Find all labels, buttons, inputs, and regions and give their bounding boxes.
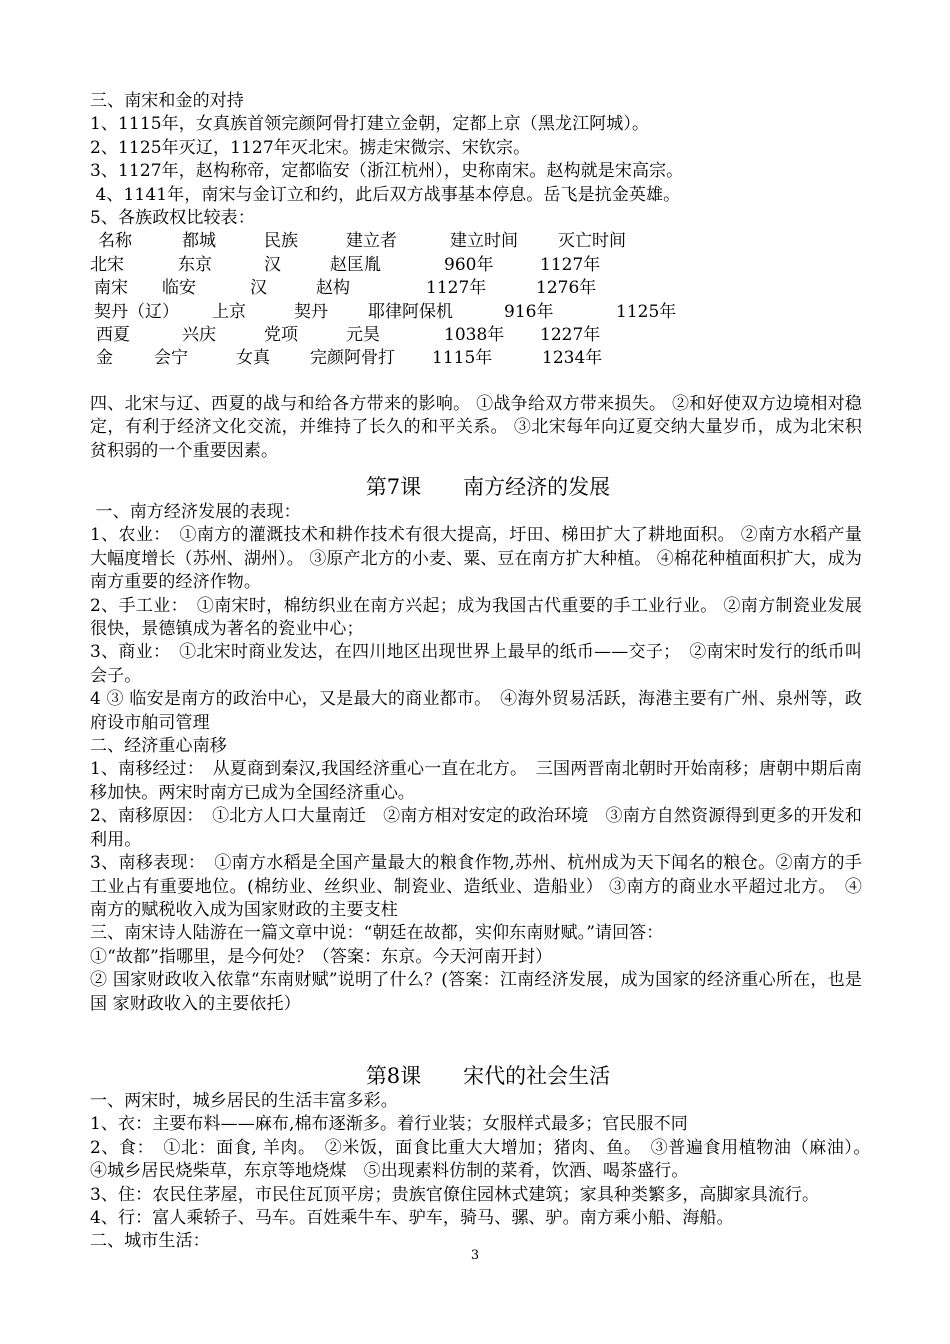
section-title: 三、南宋和金的对持 [90, 91, 244, 111]
table-row [90, 277, 862, 300]
paragraph-line: 二、经济重心南移 [90, 736, 227, 757]
regime-comparison-table [90, 230, 862, 370]
table-cell: 汉 [264, 254, 281, 275]
table-cell: 1127年 [426, 278, 487, 299]
table-header-cell: 名称 [98, 231, 132, 252]
table-row [90, 324, 862, 347]
table-header-cell: 建立时间 [450, 231, 518, 252]
table-cell: 赵构 [316, 278, 350, 299]
table-cell: 赵匡胤 [330, 254, 381, 275]
paragraph-line: 1、1115年，女真族首领完颜阿骨打建立金朝，定都上京（黑龙江阿城）。 [90, 114, 650, 135]
paragraph-line: 2、1125年灭辽，1127年灭北宋。掳走宋微宗、宋钦宗。 [90, 137, 531, 158]
table-cell: 1115年 [432, 348, 493, 369]
paragraph-line: 5、各族政权比较表： [90, 208, 255, 229]
paragraph: 2、手工业： ①南宋时，棉纺织业在南方兴起；成为我国古代重要的手工业行业。 ②南方制瓷业发展很快，景德镇成为著名的瓷业中心； [90, 595, 862, 640]
table-cell: 完颜阿骨打 [310, 348, 395, 369]
table-cell: 会宁 [154, 348, 188, 369]
table-cell: 1038年 [444, 325, 505, 345]
page-number: 3 [470, 1248, 480, 1263]
table-cell: 契丹 [294, 301, 328, 322]
table-cell: 1125年 [616, 301, 677, 322]
paragraph-line: 一、两宋时，城乡居民的生活丰富多彩。 [90, 1090, 398, 1111]
paragraph-line: 4、行：富人乘轿子、马车。百姓乘牛车、驴车，骑马、骡、驴。南方乘小船、海船。 [90, 1207, 734, 1228]
lesson-heading: 第8课 宋代的社会生活 [365, 1063, 611, 1088]
table-cell: 1276年 [536, 278, 597, 299]
table-header-cell: 都城 [182, 231, 216, 252]
table-cell: 金 [96, 348, 113, 369]
table-cell: 1127年 [540, 254, 601, 275]
paragraph-line: 三、南宋诗人陆游在一篇文章中说：“朝廷在故都，实仰东南财赋。”请回答： [90, 923, 664, 944]
table-cell: 党项 [264, 325, 298, 345]
table-cell: 1234年 [542, 348, 603, 369]
table-cell: 兴庆 [182, 325, 216, 345]
paragraph-line: 二、城市生活： [90, 1231, 210, 1252]
paragraph: 4 ③ 临安是南方的政治中心，又是最大的商业都市。 ④海外贸易活跃，海港主要有广州、泉州等，政府设市舶司管理 [90, 689, 862, 733]
table-cell: 东京 [178, 254, 212, 275]
paragraph: 3、住：农民住茅屋，市民住瓦顶平房；贵族官僚住园林式建筑；家具种类繁多，高脚家具流行。 [90, 1184, 820, 1205]
table-cell: 1227年 [540, 325, 601, 345]
table-cell: 上京 [212, 301, 246, 322]
table-cell: 临安 [162, 278, 196, 299]
paragraph-line: ①“故都”指哪里，是今何处？（答案：东京。今天河南开封） [90, 946, 553, 967]
table-cell: 耶律阿保机 [368, 301, 453, 322]
paragraph: ② 国家财政收入依靠“东南财赋”说明了什么？(答案：江南经济发展，成为国家的经济重心所在，也是国 家财政收入的主要依托） [90, 970, 862, 1014]
table-row [90, 301, 862, 324]
paragraph-line: 1、衣：主要布料——麻布,棉布逐渐多。着行业装；女服样式最多；官民服不同 [90, 1114, 688, 1135]
paragraph: 1、农业： ①南方的灌溉技术和耕作技术有很大提高，圩田、梯田扩大了耕地面积。 ②南方水稻产量大幅度增长（苏州、湖州）。 ③原产北方的小麦、粟、豆在南方扩大种植。 ④棉花种植面积扩大，成为南方重要的经济作物。 [90, 525, 863, 593]
paragraph-line: 3、1127年，赵构称帝，定都临安（浙江杭州），史称南宋。赵构就是宋高宗。 [90, 161, 684, 182]
table-row [90, 347, 862, 370]
table-header-row [90, 230, 862, 253]
table-row [90, 254, 862, 277]
paragraph: 1、南移经过： 从夏商到秦汉,我国经济重心一直在北方。 三国两晋南北朝时开始南移；唐朝中期后南移加快。两宋时南方已成为全国经济重心。 [90, 759, 862, 803]
table-header-cell: 民族 [264, 231, 298, 252]
table-cell: 西夏 [96, 325, 130, 345]
table-header-cell: 灭亡时间 [558, 231, 626, 252]
table-header-cell: 建立者 [346, 231, 397, 252]
table-cell: 女真 [236, 348, 270, 369]
paragraph: 四、北宋与辽、西夏的战与和给各方带来的影响。 ①战争给双方带来损失。 ②和好使双方边境相对稳定，有利于经济文化交流，并维持了长久的和平关系。 ③北宋每年向辽夏交纳大量岁币，成为北宋积贫积弱的一个重要因素。 [90, 393, 862, 461]
lesson-heading: 第7课 南方经济的发展 [365, 475, 611, 499]
table-cell: 南宋 [94, 278, 128, 299]
document-page [90, 90, 880, 1254]
table-cell: 元昊 [346, 325, 380, 345]
table-cell: 960年 [444, 254, 494, 275]
table-cell: 916年 [504, 301, 554, 322]
paragraph-line: 一、南方经济发展的表现： [90, 502, 301, 522]
table-cell: 契丹（辽） [94, 301, 179, 322]
paragraph: 2、南移原因： ①北方人口大量南迁 ②南方相对安定的政治环境 ③南方自然资源得到更多的开发和利用。 [90, 806, 862, 850]
paragraph: 2、食： ①北：面食, 羊肉。 ②米饭，面食比重大大增加；猪肉、鱼。 ③普遍食用植物油（麻油）。 ④城乡居民烧柴草，东京等地烧煤 ⑤出现素料仿制的菜肴，饮酒、喝茶盛行。 [90, 1137, 880, 1182]
paragraph: 3、商业： ①北宋时商业发达，在四川地区出现世界上最早的纸币——交子； ②南宋时发行的纸币叫会子。 [90, 642, 862, 686]
table-cell: 汉 [250, 278, 267, 299]
paragraph-line: 4、1141年，南宋与金订立和约，此后双方战事基本停息。岳飞是抗金英雄。 [90, 184, 681, 205]
paragraph: 3、南移表现： ①南方水稻是全国产量最大的粮食作物,苏州、杭州成为天下闻名的粮仓。②南方的手工业占有重要地位。(棉纺业、丝织业、制瓷业、造纸业、造船业） ③南方的商业水平超过北方。 ④南方的赋税收入成为国家财政的主要支柱 [90, 853, 862, 920]
table-cell: 北宋 [90, 254, 124, 275]
